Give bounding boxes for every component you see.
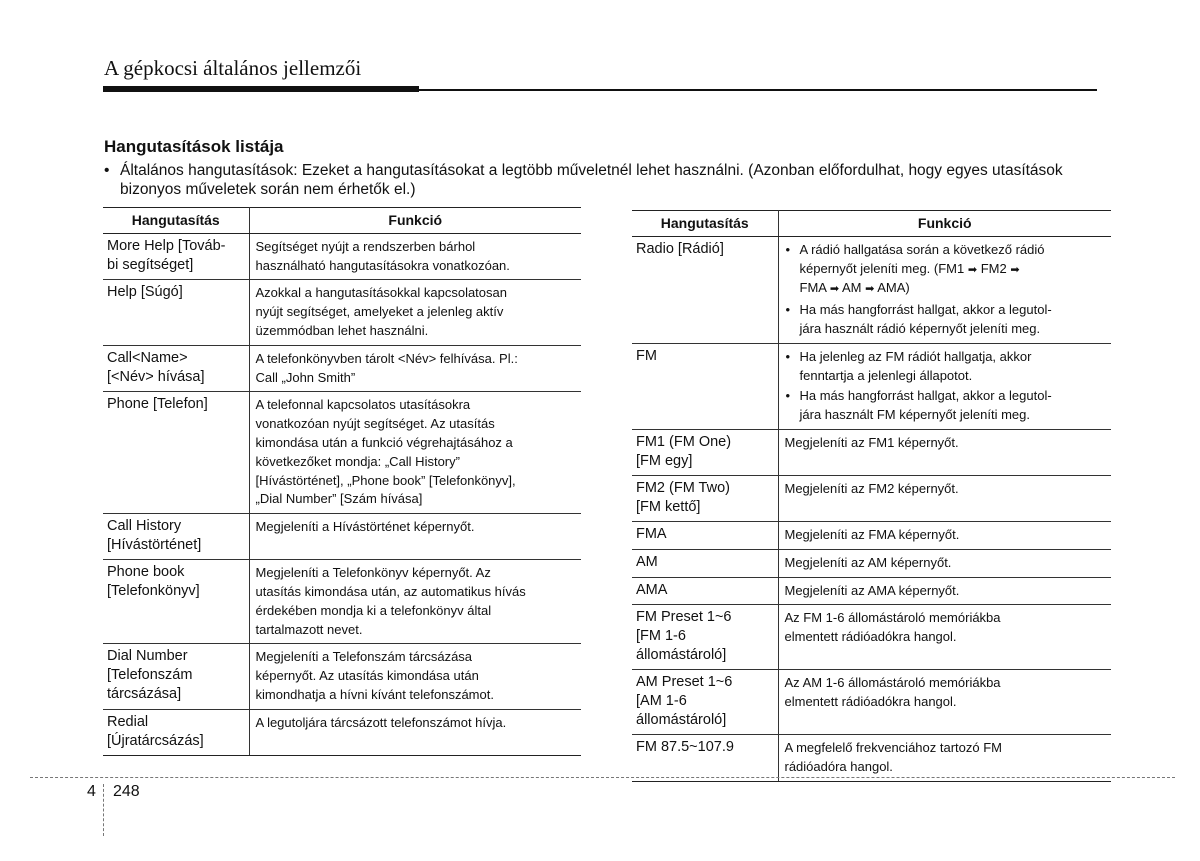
function-cell [249,392,581,514]
command-text: [<Név> hívása] [107,368,205,385]
command-cell [632,735,778,782]
table-row [632,577,1111,605]
function-cell [778,429,1111,475]
command-cell [103,392,249,514]
table-row [103,233,581,280]
command-text: [FM kettő] [636,498,701,515]
command-text: Call History [107,518,182,535]
function-cell [249,280,581,345]
command-cell [103,514,249,560]
table-row [632,236,1111,343]
chapter-title: A gépkocsi általános jellemzői [104,56,362,80]
command-cell [103,709,249,755]
command-text: [Telefonszám [107,667,193,684]
function-text: Megjeleníti az FM1 képernyőt. [784,434,959,450]
command-cell [632,236,778,343]
function-text: Call „John Smith” [255,369,356,385]
table-row [632,521,1111,549]
function-cell [778,670,1111,735]
command-cell [632,577,778,605]
command-text: [Hívástörténet] [107,537,202,554]
command-cell [103,560,249,644]
function-text: tartalmazott nevet. [255,621,363,637]
function-text: kimondhatja a hívni kívánt telefonszámot. [255,686,494,702]
command-text: AM Preset 1~6 [636,674,733,691]
function-cell [249,514,581,560]
bullet-icon: • [104,162,110,179]
function-text: A telefonnal kapcsolatos utasításokra [255,397,471,413]
function-text: üzemmódban lehet használni. [255,322,429,338]
command-text: állomástároló] [636,647,727,664]
arrow-right-icon: ➡ [1010,262,1020,276]
command-text: More Help [Továb- [107,237,226,254]
function-text: Megjeleníti az AMA képernyőt. [784,582,960,598]
column-header-function: Funkció [778,211,1111,237]
chapter-number: 4 [87,783,96,800]
function-cell [778,236,1111,343]
arrow-right-icon: ➡ [967,262,978,276]
command-text: Phone [Telefon] [107,396,208,413]
function-text: utasítás kimondása után, az automatikus hívás [255,583,526,599]
command-text: Help [Súgó] [107,284,183,301]
function-cell [249,709,581,755]
header-rule-thick [103,86,419,92]
table-row [632,475,1111,521]
command-cell [103,345,249,392]
command-text: Dial Number [107,648,188,665]
function-bullet: • Ha más hangforrást hallgat, akkor a legutol- jára használt rádió képernyőt jeleníti meg. [785,301,1108,339]
function-cell [778,549,1111,577]
command-text: FM2 (FM Two) [636,479,730,496]
command-cell [103,280,249,345]
function-text: Az AM 1-6 állomástároló memóriákba [784,675,1001,691]
section-title: Hangutasítások listája [104,137,284,156]
command-text: [FM 1-6 [636,628,686,645]
command-text: FMA [636,525,667,542]
table-row [632,343,1111,429]
arrow-right-icon: ➡ [865,282,875,296]
command-text: állomástároló] [636,712,727,729]
command-text: FM [636,347,657,364]
function-text: vonatkozóan nyújt segítséget. Az utasítás [255,416,495,432]
voice-command-table-right [632,210,1111,782]
function-text: Megjeleníti az FMA képernyőt. [784,526,960,542]
table-row [103,644,581,709]
command-text: FM Preset 1~6 [636,609,732,626]
table-row [103,560,581,644]
command-cell [632,475,778,521]
function-text: A telefonkönyvben tárolt <Név> felhívása. Pl.: [255,350,518,366]
table-row [103,280,581,345]
table-row [632,549,1111,577]
column-header-function: Funkció [249,208,581,234]
function-text: Megjeleníti az FM2 képernyőt. [784,480,959,496]
table-row [632,670,1111,735]
function-cell [778,343,1111,429]
table-row [632,605,1111,670]
page-number: 248 [113,783,140,800]
arrow-right-icon: ➡ [829,282,840,296]
table-row [103,514,581,560]
intro-text: Általános hangutasítások: Ezeket a hangutasításokat a legtöbb műveletnél lehet használni. (Azonban előfordulhat, hogy egyes utasítások bizonyos műveletek során nem érhetők el.) [120,162,1063,198]
command-text: [FM egy] [636,452,693,469]
function-text: Megjeleníti a Hívástörténet képernyőt. [255,519,475,535]
function-cell [778,475,1111,521]
command-text: AMA [636,581,668,598]
command-text: [AM 1-6 [636,693,687,710]
function-text: A megfelelő frekvenciához tartozó FM [784,740,1002,756]
function-text: nyújt segítséget, amelyeket a jelenleg aktív [255,304,504,320]
function-cell [778,605,1111,670]
function-text: Megjeleníti az AM képernyőt. [784,554,952,570]
command-text: [Telefonkönyv] [107,583,200,600]
function-text: Azokkal a hangutasításokkal kapcsolatosan [255,285,507,301]
table-row [103,345,581,392]
function-text: A legutoljára tárcsázott telefonszámot hívja. [255,714,507,730]
command-cell [103,233,249,280]
function-cell [778,735,1111,782]
command-cell [632,343,778,429]
function-cell [249,644,581,709]
function-bullet: • Ha jelenleg az FM rádiót hallgatja, akkor fenntartja a jelenlegi állapotot. [785,348,1108,386]
command-text: [Újratárcsázás] [107,732,204,749]
function-text: kimondása után a funkció végrehajtásához a [255,434,513,450]
command-text: Call<Name> [107,349,188,366]
command-text: Radio [Rádió] [636,240,724,257]
command-text: bi segítséget] [107,256,194,273]
table-row [103,392,581,514]
command-text: FM1 (FM One) [636,433,732,450]
command-cell [632,549,778,577]
table-row [632,735,1111,782]
function-cell [249,233,581,280]
function-cell [249,560,581,644]
command-cell [103,644,249,709]
intro-bullet [104,161,1104,199]
command-cell [632,521,778,549]
column-header-command: Hangutasítás [632,211,778,237]
function-cell [778,521,1111,549]
function-cell [249,345,581,392]
function-text: [Hívástörténet], „Phone book” [Telefonkönyv], [255,472,516,488]
function-text: érdekében mondja ki a telefonkönyv által [255,602,492,618]
footer-dashed-divider [103,784,104,836]
voice-command-table-left [103,207,581,756]
command-text: Redial [107,713,149,730]
command-text: FM 87.5~107.9 [636,739,734,756]
command-text: Phone book [107,564,185,581]
command-cell [632,605,778,670]
function-cell [778,577,1111,605]
function-text: rádióadóra hangol. [784,759,893,775]
function-text: Megjeleníti a Telefonszám tárcsázása [255,649,473,665]
command-text: AM [636,553,658,570]
command-cell [632,670,778,735]
command-text: tárcsázása] [107,686,182,703]
function-text: „Dial Number” [Szám hívása] [255,491,423,507]
table-row [632,429,1111,475]
function-text: Az FM 1-6 állomástároló memóriákba [784,610,1001,626]
function-text: képernyőt. Az utasítás kimondása után [255,668,479,684]
function-text: használható hangutasításokra vonatkozóan. [255,257,510,273]
function-text: elmentett rádióadókra hangol. [784,629,957,645]
header-rule-thin [419,89,1097,91]
function-text: elmentett rádióadókra hangol. [784,694,957,710]
footer-dashed-rule [30,777,1175,778]
function-text: következőket mondja: „Call History” [255,453,460,469]
function-text: Megjeleníti a Telefonkönyv képernyőt. Az [255,565,491,581]
function-text: Segítséget nyújt a rendszerben bárhol [255,238,476,254]
table-row [103,709,581,755]
command-cell [632,429,778,475]
column-header-command: Hangutasítás [103,208,249,234]
function-bullet: • Ha más hangforrást hallgat, akkor a legutol- jára használt FM képernyőt jeleníti meg. [785,387,1108,425]
function-bullet: • A rádió hallgatása során a következő rádió képernyőt jeleníti meg. (FM1 ➡ FM2 ➡ FMA ➡ AM ➡ AMA) [785,241,1108,299]
